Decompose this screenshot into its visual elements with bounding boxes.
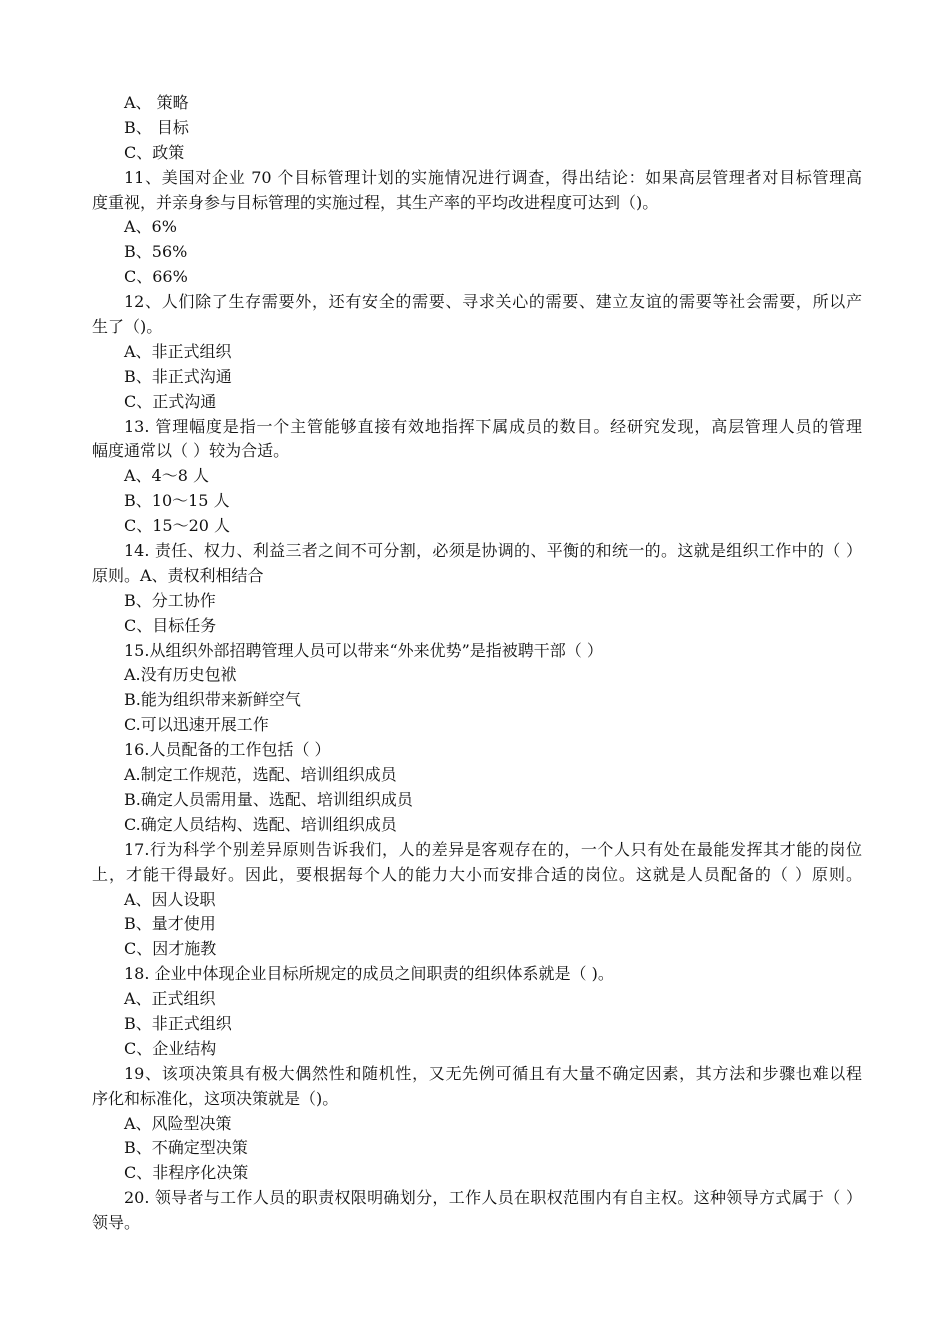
document-body [92, 91, 862, 1236]
option-line: B、56% [124, 242, 188, 262]
option-line: A、因人设职 [124, 889, 216, 909]
question-18: 18. 企业中体现企业目标所规定的成员之间职责的组织体系就是（ )。 [124, 964, 614, 984]
question-19-line-1: 19、该项决策具有极大偶然性和随机性，又无先例可循且有大量不确定因素，其方法和步骤也难以程 [124, 1063, 862, 1083]
option-line: C、因才施教 [124, 939, 217, 959]
option-line: B、10～15 人 [124, 491, 230, 511]
option-line: A、非正式组织 [124, 341, 232, 361]
option-line: C.可以迅速开展工作 [124, 715, 269, 735]
option-line: B.确定人员需用量、选配、培训组织成员 [124, 789, 413, 809]
option-line: B、不确定型决策 [124, 1138, 248, 1158]
option-line: B、非正式沟通 [124, 366, 232, 386]
option-line: C、政策 [124, 142, 185, 162]
option-line: A、风险型决策 [124, 1113, 232, 1133]
option-line: A.制定工作规范，选配、培训组织成员 [124, 765, 397, 785]
question-20-line-1: 20. 领导者与工作人员的职责权限明确划分，工作人员在职权范围内有自主权。这种领导方式属于（ ） [124, 1188, 862, 1208]
question-12-line-1: 12、人们除了生存需要外，还有安全的需要、寻求关心的需要、建立友谊的需要等社会需要，所以产 [124, 292, 862, 312]
option-line: B、 目标 [124, 117, 189, 137]
option-line: A、正式组织 [124, 989, 216, 1009]
option-line: C、非程序化决策 [124, 1163, 249, 1183]
question-19-line-2: 序化和标准化，这项决策就是（)。 [92, 1088, 339, 1108]
option-line: A、4～8 人 [124, 466, 210, 486]
option-line: C、正式沟通 [124, 391, 217, 411]
question-14-line-2: 原则。A、责权利相结合 [92, 565, 264, 585]
option-line: A.没有历史包袱 [124, 665, 237, 685]
option-line: A、6% [124, 217, 177, 237]
option-line: C、目标任务 [124, 615, 217, 635]
question-17-line-1: 17.行为科学个别差异原则告诉我们，人的差异是客观存在的，一个人只有处在最能发挥其才能的岗位 [124, 839, 862, 859]
question-15: 15.从组织外部招聘管理人员可以带来“外来优势”是指被聘干部（ ） [124, 640, 603, 660]
question-13-line-1: 13. 管理幅度是指一个主管能够直接有效地指挥下属成员的数目。经研究发现，高层管理人员的管理 [124, 416, 862, 436]
option-line: B、非正式组织 [124, 1013, 232, 1033]
option-line: C、66% [124, 267, 188, 287]
option-line: B、量才使用 [124, 914, 216, 934]
option-line: B.能为组织带来新鲜空气 [124, 690, 301, 710]
question-17-line-2: 上，才能干得最好。因此，要根据每个人的能力大小而安排合适的岗位。这就是人员配备的（ ）原则。 [92, 864, 862, 884]
option-line: C.确定人员结构、选配、培训组织成员 [124, 814, 397, 834]
option-line: B、分工协作 [124, 590, 216, 610]
question-11-line-1: 11、美国对企业 70 个目标管理计划的实施情况进行调查，得出结论：如果高层管理者对目标管理高 [124, 167, 862, 187]
option-line: C、15～20 人 [124, 516, 231, 536]
question-13-line-2: 幅度通常以（ ）较为合适。 [92, 441, 290, 461]
question-14-line-1: 14. 责任、权力、利益三者之间不可分割，必须是协调的、平衡的和统一的。这就是组织工作中的（ ） [124, 541, 862, 561]
question-11-line-2: 度重视，并亲身参与目标管理的实施过程，其生产率的平均改进程度可达到（)。 [92, 192, 659, 212]
question-16: 16.人员配备的工作包括（ ） [124, 740, 331, 760]
question-20-line-2: 领导。 [92, 1213, 141, 1233]
option-line: C、企业结构 [124, 1038, 217, 1058]
option-line: A、 策略 [124, 93, 189, 112]
question-12-line-2: 生了（)。 [92, 317, 163, 337]
